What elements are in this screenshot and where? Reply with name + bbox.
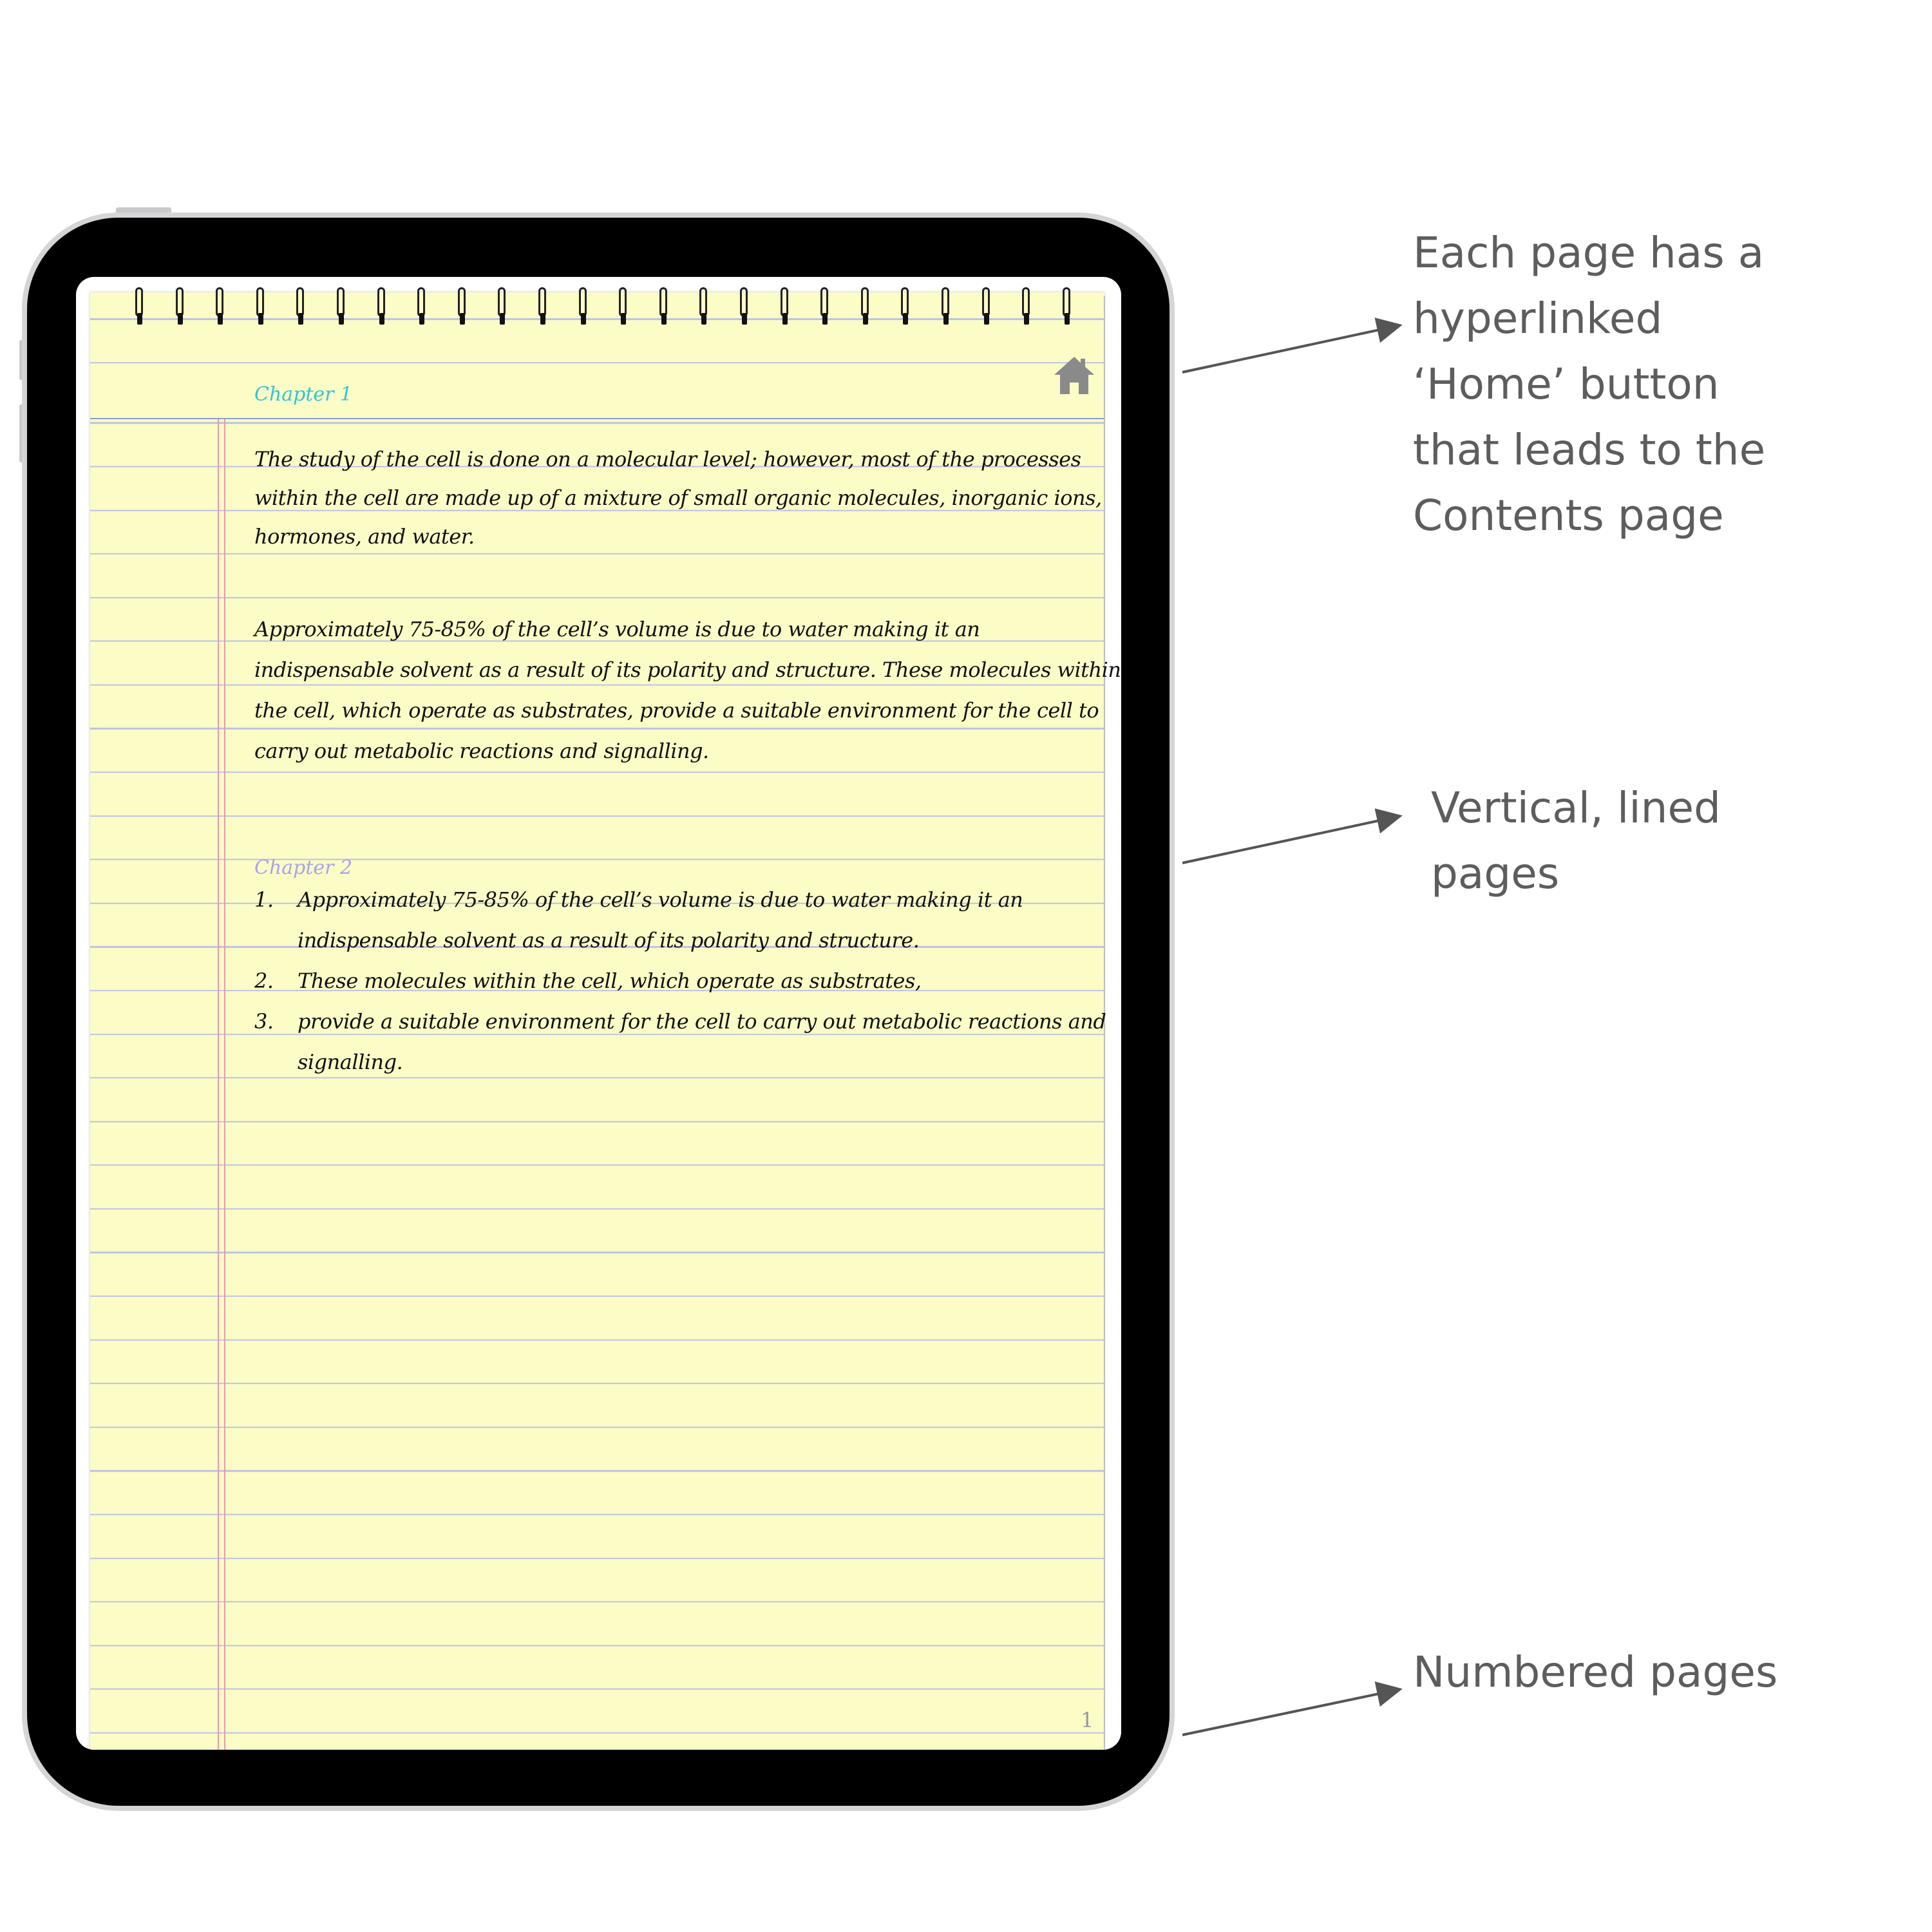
list-item-line: provide a suitable environment for the cell to carry out metabolic reactions and xyxy=(298,1009,1106,1034)
spiral-ring xyxy=(781,287,790,323)
spiral-ring xyxy=(699,287,708,323)
page-number: 1 xyxy=(1081,1708,1094,1732)
chapter-1-title: Chapter 1 xyxy=(254,383,353,406)
spiral-ring xyxy=(820,287,829,323)
arrow-home xyxy=(1182,326,1397,372)
paragraph-line: carry out metabolic reactions and signalling. xyxy=(254,739,709,763)
annotation-line: hyperlinked xyxy=(1413,294,1663,343)
spiral-ring xyxy=(296,287,305,323)
list-number: 1. xyxy=(254,887,274,912)
list-number: 2. xyxy=(254,969,274,993)
annotation-line: Numbered pages xyxy=(1413,1647,1778,1697)
list-item-line: These molecules within the cell, which operate as substrates, xyxy=(298,969,922,993)
spiral-ring xyxy=(256,287,265,323)
paragraph-line: within the cell are made up of a mixture of small organic molecules, inorganic ions, xyxy=(254,486,1102,510)
arrow-lined xyxy=(1182,817,1397,863)
list-number: 3. xyxy=(254,1009,274,1034)
arrow-numbered xyxy=(1182,1690,1397,1735)
annotation-home-button xyxy=(1413,220,1877,549)
header-rule xyxy=(90,418,1104,419)
spiral-ring xyxy=(538,287,547,323)
spiral-ring xyxy=(176,287,185,323)
annotation-line: pages xyxy=(1431,849,1560,898)
margin-line xyxy=(218,419,219,1750)
home-icon[interactable] xyxy=(1052,353,1097,398)
spiral-ring xyxy=(498,287,507,323)
spiral-ring xyxy=(135,287,144,323)
spiral-ring xyxy=(619,287,628,323)
spiral-ring xyxy=(579,287,588,323)
notebook-page[interactable] xyxy=(90,292,1121,1750)
paragraph-line: Approximately 75-85% of the cell’s volume is due to water making it an xyxy=(254,617,980,641)
annotation-line: Vertical, lined xyxy=(1431,783,1721,833)
spiral-binding xyxy=(90,292,1104,337)
chapter-2-title: Chapter 2 xyxy=(254,857,353,879)
spiral-ring xyxy=(458,287,467,323)
spiral-ring xyxy=(377,287,386,323)
paragraph-line: the cell, which operate as substrates, provide a suitable environment for the cell to xyxy=(254,698,1099,723)
spiral-ring xyxy=(740,287,749,323)
spiral-ring xyxy=(942,287,951,323)
paragraph-line: indispensable solvent as a result of its polarity and structure. These molecules within xyxy=(254,658,1121,682)
annotation-lined-pages xyxy=(1431,775,1817,907)
tablet-screen xyxy=(76,277,1121,1750)
list-item-line: indispensable solvent as a result of its polarity and structure. xyxy=(298,928,920,952)
margin-line xyxy=(224,419,225,1750)
annotation-line: Contents page xyxy=(1413,491,1724,540)
spiral-ring xyxy=(1022,287,1031,323)
paragraph-line: The study of the cell is done on a molecular level; however, most of the processes xyxy=(254,447,1081,471)
spiral-ring xyxy=(1063,287,1072,323)
spiral-ring xyxy=(861,287,870,323)
spiral-ring xyxy=(982,287,991,323)
annotation-line: Each page has a xyxy=(1413,228,1765,278)
paragraph-line: hormones, and water. xyxy=(254,524,475,549)
annotation-line: ‘Home’ button xyxy=(1413,359,1719,409)
spiral-ring xyxy=(417,287,426,323)
spiral-ring xyxy=(901,287,910,323)
list-item-line: signalling. xyxy=(298,1050,403,1074)
list-item-line: Approximately 75-85% of the cell’s volume is due to water making it an xyxy=(298,887,1023,912)
spiral-ring xyxy=(216,287,225,323)
spiral-ring xyxy=(659,287,668,323)
spiral-ring xyxy=(337,287,346,323)
annotation-line: that leads to the xyxy=(1413,425,1766,475)
annotation-numbered-pages xyxy=(1413,1640,1902,1705)
